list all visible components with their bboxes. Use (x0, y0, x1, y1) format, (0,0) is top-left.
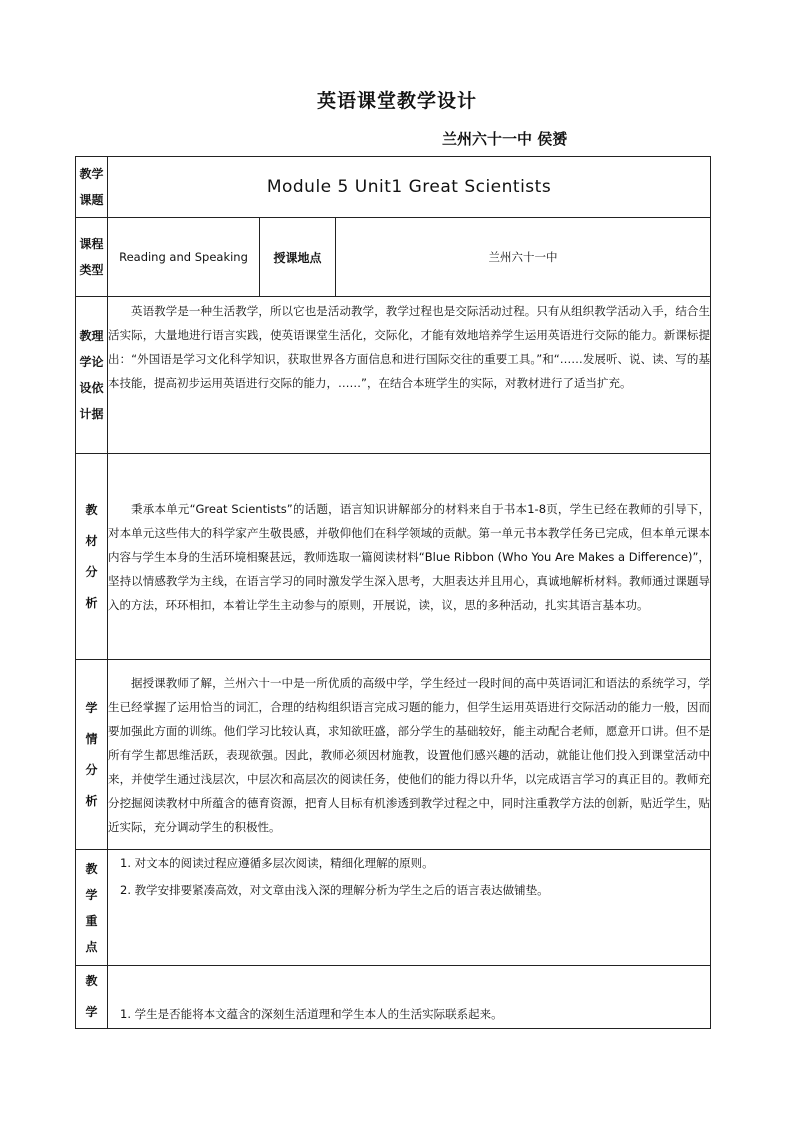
label-line: 课程 (79, 237, 104, 251)
row-material (76, 454, 711, 660)
label-line: 计据 (79, 407, 104, 421)
theory-content (108, 297, 711, 454)
label-line: 学 (85, 1005, 98, 1019)
row-difficulties (76, 966, 711, 1029)
lesson-plan-table (75, 156, 711, 1029)
list-item: 2. 教学安排要紧凑高效，对文章由浅入深的理解分析为学生之后的语言表达做铺垫。 (120, 883, 549, 897)
students-content (108, 660, 711, 850)
label-students (76, 660, 108, 850)
label-line: 学 (85, 700, 98, 715)
label-line: 设依 (79, 381, 104, 395)
label-line: 教 (85, 502, 98, 517)
label-line: 点 (85, 939, 98, 954)
author-line: 兰州六十一中 侯赟 (442, 130, 568, 148)
label-topic (76, 157, 108, 218)
list-item: 1. 对文本的阅读过程应遵循多层次阅读，精细化理解的原则。 (120, 856, 434, 870)
course-type-value: Reading and Speaking (108, 218, 260, 297)
label-line: 重 (85, 913, 98, 928)
list-item: 1. 学生是否能将本文蕴含的深刻生活道理和学生本人的生活实际联系起来。 (120, 1007, 503, 1021)
label-line: 教理 (79, 329, 104, 343)
document-title: 英语课堂教学设计 (316, 90, 477, 112)
label-line: 情 (85, 731, 98, 746)
row-theory (76, 297, 711, 454)
theory-paragraph: 英语教学是一种生活教学，所以它也是活动教学，教学过程也是交际活动过程。只有从组织教学活动入手，结合生活实际，大量地进行语言实践，使英语课堂生活化，交际化，才能有效地培养学生运用英语进行交际的能力。新课标提出：“外国语是学习文化科学知识，获取世界各方面信息和进行国际交往的重要工具。”和“……发展听、说、读、写的基本技能，提高初步运用英语进行交际的能力，……”，在结合本班学生的实际，对教材进行了适当扩充。 (108, 304, 710, 390)
location-label: 授课地点 (260, 218, 336, 297)
label-line: 分 (85, 564, 98, 579)
label-line: 材 (85, 533, 98, 548)
label-line: 类型 (79, 263, 104, 277)
label-line: 教 (85, 861, 98, 876)
label-material (76, 454, 108, 660)
label-line: 教学 (79, 167, 104, 181)
label-type (76, 218, 108, 297)
label-line: 教 (85, 974, 98, 988)
row-topic (76, 157, 711, 218)
students-paragraph: 据授课教师了解，兰州六十一中是一所优质的高级中学，学生经过一段时间的高中英语词汇和语法的系统学习，学生已经掌握了运用恰当的词汇，合理的结构组织语言完成习题的能力，但学生运用英语进行交际活动的能力一般，因而要加强此方面的训练。他们学习比较认真，求知欲旺盛，部分学生的基础较好，能主动配合老师，愿意开口讲。但不是所有学生都思维活跃，表现欲强。因此，教师必须因材施教，设置他们感兴趣的活动，就能让他们投入到课堂活动中来，并使学生通过浅层次，中层次和高层次的阅读任务，使他们的能力得以升华，以完成语言学习的真正目的。教师充分挖掘阅读教材中所蕴含的德育资源，把育人目标有机渗透到教学过程之中，同时注重教学方法的创新，贴近学生，贴近实际，充分调动学生的积极性。 (108, 675, 710, 834)
label-key-points (76, 850, 108, 966)
label-line: 析 (85, 595, 98, 610)
material-content (108, 454, 711, 660)
label-line: 分 (85, 762, 98, 777)
row-key-points (76, 850, 711, 966)
label-line: 析 (85, 793, 98, 808)
label-line: 学 (85, 887, 98, 902)
label-line: 课题 (79, 193, 104, 207)
row-type (76, 218, 711, 297)
label-difficulties (76, 966, 108, 1029)
key-points-content (108, 850, 711, 966)
difficulties-content (108, 966, 711, 1029)
course-title: Module 5 Unit1 Great Scientists (108, 157, 711, 218)
label-line: 学论 (79, 355, 104, 369)
label-theory (76, 297, 108, 454)
location-value: 兰州六十一中 (336, 218, 711, 297)
row-students (76, 660, 711, 850)
material-paragraph: 秉承本单元“Great Scientists”的话题，语言知识讲解部分的材料来自于书本1-8页，学生已经在教师的引导下，对本单元这些伟大的科学家产生敬畏感，并敬仰他们在科学领域的贡献。第一单元书本教学任务已完成，但本单元课本内容与学生本身的生活环境相聚甚远，教师选取一篇阅读材料“Blue Ribbon (Who You Are Makes a Difference)”，坚持以情感教学为主线，在语言学习的同时激发学生深入思考，大胆表达并且用心，真诚地解析材料。教师通过课题导入的方法，环环相扣，本着让学生主动参与的原则，开展说，读，议，思的多种活动，扎实其语言基本功。 (108, 501, 710, 612)
